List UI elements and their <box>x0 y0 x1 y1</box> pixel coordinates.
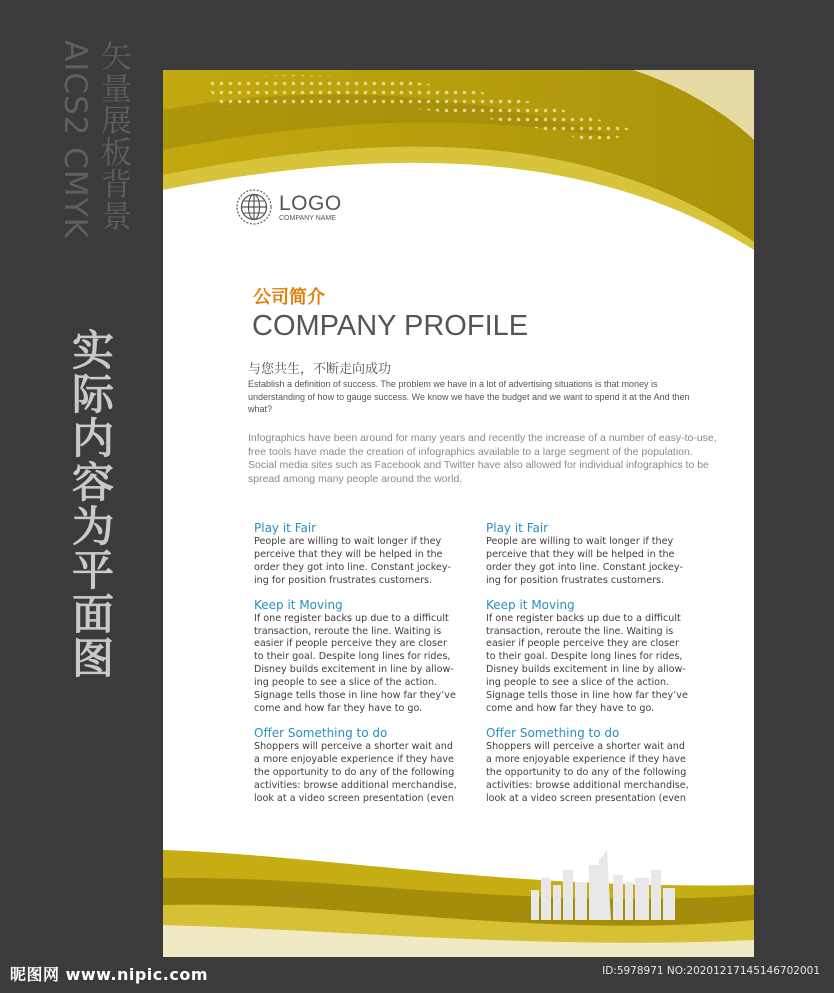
poster-page <box>163 70 754 957</box>
section-text: People are willing to wait longer if they perceive that they will be helped in the order they got into line. Constant jockey- ing for position frustrates customers. <box>486 536 683 586</box>
title-chinese: 公司简介 <box>253 287 325 308</box>
section-heading: Keep it Moving <box>254 597 343 612</box>
section-heading: Offer Something to do <box>486 725 620 740</box>
side-title: 实际内容为平面图 <box>66 328 115 680</box>
left-column <box>254 521 474 815</box>
watermark-line-cn: 矢量展板背景 <box>95 40 131 232</box>
section-play-it-fair <box>254 521 474 588</box>
section-heading: Offer Something to do <box>254 725 388 740</box>
logo-text: LOGO <box>279 191 342 215</box>
site-watermark: 昵图网 www.nipic.com <box>10 965 208 984</box>
image-id: ID:5978971 NO:20201217145146702001 <box>602 965 820 977</box>
section-text: If one register backs up due to a difficult transaction, reroute the line. Waiting is easier if people perceive they are closer to their goal. Despite long lines for rides, Disney builds excitement in line by allow- ing people to see a slice of the action. Signage tells those in line how far they’ve come and how far they have to go. <box>254 612 456 714</box>
section-text: If one register backs up due to a difficult transaction, reroute the line. Waiting is easier if people perceive they are closer to their goal. Despite long lines for rides, Disney builds excitement in line by allow- ing people to see a slice of the action. Signage tells those in line how far they’ve come and how far they have to go. <box>486 612 688 714</box>
body-paragraph: Infographics have been around for many years and recently the increase of a number of easy-to-use, free tools have made the creation of infographics available to a large segment of the population. Social media sites such as Facebook and Twitter have also allowed for individual infographics to be spread among many people around the world. <box>248 432 717 485</box>
section-text: Shoppers will perceive a shorter wait and a more enjoyable experience if they have the opportunity to do any of the following activities: browse additional merchandise, look at a video screen presentation (even <box>254 740 457 804</box>
slogan: 与您共生，不断走向成功 <box>248 362 392 377</box>
section-heading: Play it Fair <box>254 521 317 535</box>
right-column <box>486 521 706 815</box>
section-offer-something <box>486 726 706 806</box>
section-text: People are willing to wait longer if they perceive that they will be helped in the order they got into line. Constant jockey- ing for position frustrates customers. <box>254 536 451 586</box>
watermark-line-en: AICS2 CMYK <box>57 40 93 239</box>
section-keep-it-moving <box>486 598 706 716</box>
section-play-it-fair <box>486 521 706 588</box>
title-english: COMPANY PROFILE <box>252 310 529 342</box>
section-heading: Play it Fair <box>486 521 549 535</box>
globe-icon <box>235 188 273 226</box>
section-text: Shoppers will perceive a shorter wait and a more enjoyable experience if they have the opportunity to do any of the following activities: browse additional merchandise, look at a video screen presentation (even <box>486 740 689 804</box>
side-watermark <box>56 40 132 239</box>
company-logo <box>235 188 342 226</box>
intro-paragraph: Establish a definition of success. The problem we have in a lot of advertising situations is that money is understanding of how to gauge success. We know we have the budget and we want to spend it at the And then what? <box>248 379 690 414</box>
company-name: COMPANY NAME <box>279 214 336 222</box>
section-keep-it-moving <box>254 598 474 716</box>
section-heading: Keep it Moving <box>486 597 575 612</box>
section-offer-something <box>254 726 474 806</box>
